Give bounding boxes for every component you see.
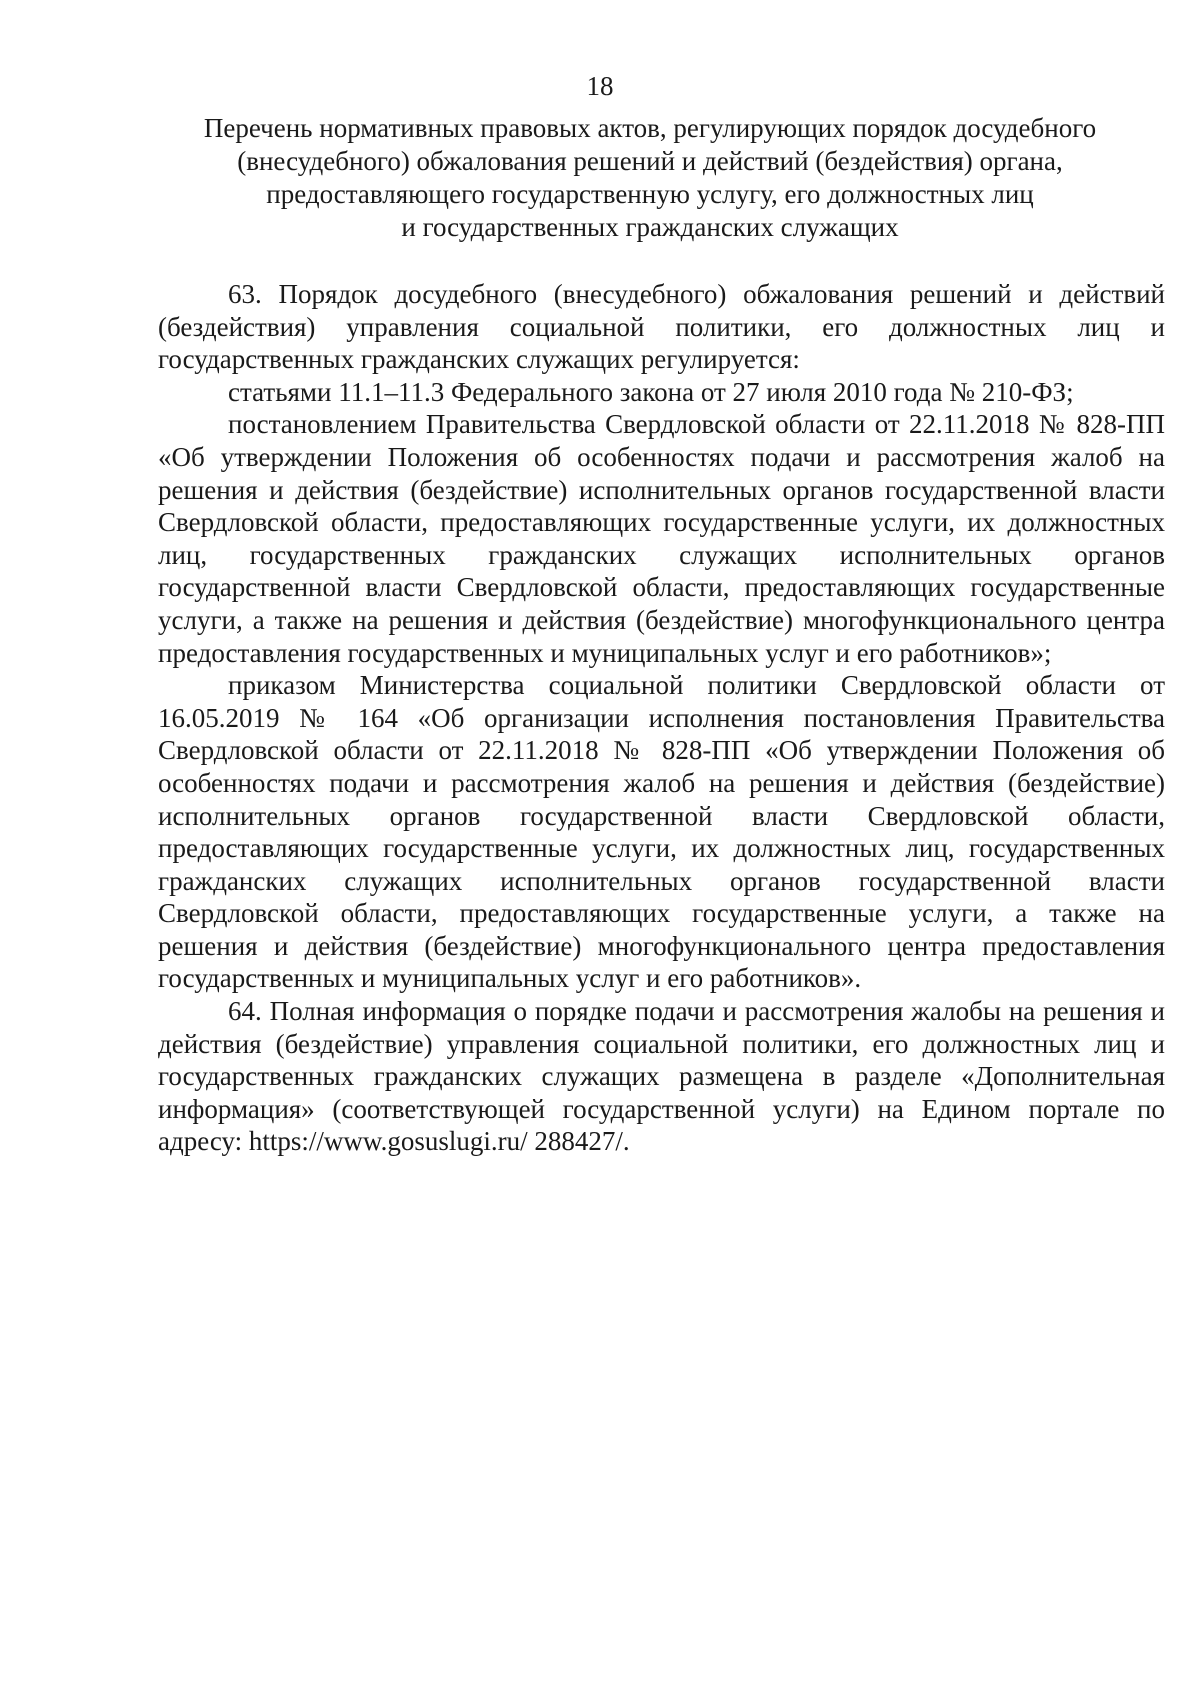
- page-number: 18: [586, 71, 614, 101]
- heading-line: (внесудебного) обжалования решений и действий (бездействия) органа,: [237, 146, 1063, 176]
- paragraph-63: 63. Порядок досудебного (внесудебного) обжалования решений и действий (бездействия) управления социальной политики, его должностных лиц и государственных гражданских служащих регулируется:: [158, 279, 1165, 375]
- section-heading: [170, 112, 1130, 244]
- paragraph-64: 64. Полная информация о порядке подачи и рассмотрения жалобы на решения и действия (бездействие) управления социальной политики, его должностных лиц и государственных гражданских служащих размещена в разделе «Дополнительная информация» (соответствующей государственной услуги) на Едином портале по адресу: https://www.gosuslugi.ru/ 288427/.: [158, 996, 1165, 1157]
- heading-line: и государственных гражданских служащих: [401, 212, 899, 242]
- paragraph-ministry-order: приказом Министерства социальной политики Свердловской области от 16.05.2019 № 164 «Об организации исполнения постановления Правительства Свердловской области от 22.11.2018 № 828-ПП «Об утверждении Положения об особенностях подачи и рассмотрения жалоб на решения и действия (бездействие) исполнительных органов государственной власти Свердловской области, предоставляющих государственные услуги, их должностных лиц, государственных гражданских служащих исполнительных органов государственной власти Свердловской области, предоставляющих государственные услуги, а также на решения и действия (бездействие) многофункционального центра предоставления государственных и муниципальных услуг и его работников».: [158, 670, 1165, 994]
- heading-line: предоставляющего государственную услугу, его должностных лиц: [266, 179, 1034, 209]
- heading-line: Перечень нормативных правовых актов, регулирующих порядок досудебного: [203, 113, 1097, 143]
- paragraph-federal-law: статьями 11.1–11.3 Федерального закона от 27 июля 2010 года № 210-ФЗ;: [228, 376, 1074, 407]
- document-body: [158, 278, 1165, 1158]
- paragraph-government-resolution: постановлением Правительства Свердловской области от 22.11.2018 № 828-ПП «Об утверждении Положения об особенностях подачи и рассмотрения жалоб на решения и действия (бездействие) исполнительных органов государственной власти Свердловской области, предоставляющих государственные услуги, их должностных лиц, государственных гражданских служащих исполнительных органов государственной власти Свердловской области, предоставляющих государственные услуги, а также на решения и действия (бездействие) многофункционального центра предоставления государственных и муниципальных услуг и его работников»;: [158, 409, 1165, 668]
